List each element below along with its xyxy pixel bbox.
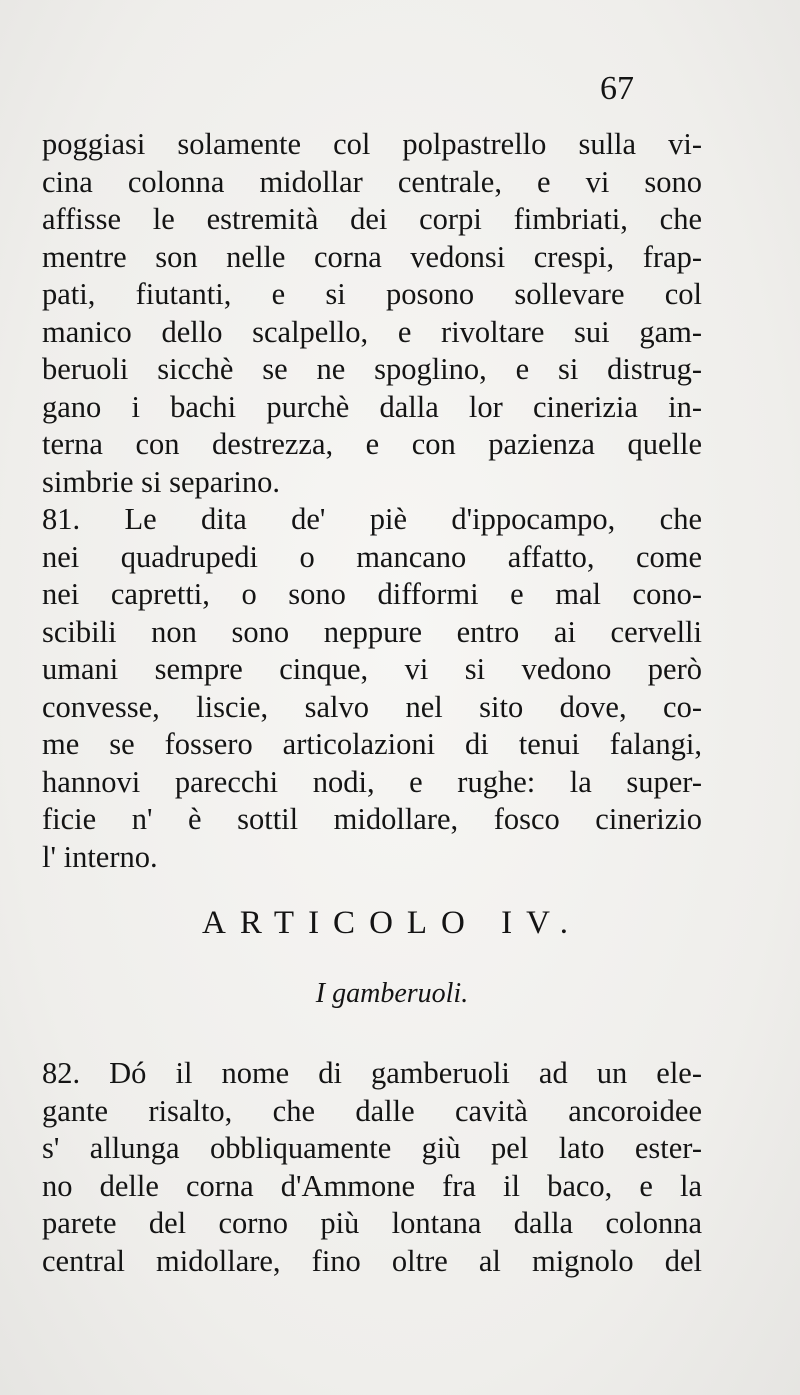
text-line: l' interno. xyxy=(42,839,158,874)
text-line: central midollare, fino oltre al mignolo del xyxy=(42,1243,702,1278)
text-line: cina colonna midollar centrale, e vi sono xyxy=(42,164,702,199)
paragraph-81 xyxy=(42,501,702,876)
text-line: terna con destrezza, e con pazienza quelle xyxy=(42,427,702,461)
text-line: gano i bachi purchè dalla lor cinerizia in- xyxy=(42,389,702,424)
text-line: convesse, liscie, salvo nel sito dove, co- xyxy=(42,689,702,724)
text-line: gante risalto, che dalle cavità ancoroidee xyxy=(42,1093,702,1128)
text-line: poggiasi solamente col polpastrello sulla vi- xyxy=(42,127,702,161)
section-heading: ARTICOLO IV. xyxy=(202,905,582,941)
paragraph-continuation xyxy=(42,126,702,501)
text-line: 82. Dó il nome di gamberuoli ad un ele- xyxy=(42,1056,702,1090)
page-number: 67 xyxy=(600,70,634,107)
text-block-top xyxy=(42,76,702,876)
text-line: me se fossero articolazioni di tenui falangi, xyxy=(42,727,702,761)
text-block-bottom xyxy=(42,1055,702,1280)
text-line: no delle corna d'Ammone fra il baco, e la xyxy=(42,1168,702,1203)
text-line: manico dello scalpello, e rivoltare sui gam- xyxy=(42,314,702,349)
text-line: ficie n' è sottil midollare, fosco cinerizio xyxy=(42,802,702,836)
text-line: scibili non sono neppure entro ai cervelli xyxy=(42,614,702,649)
text-line: simbrie si separino. xyxy=(42,464,281,499)
text-line: beruoli sicchè se ne spoglino, e si distrug- xyxy=(42,352,702,386)
text-line: parete del corno più lontana dalla colonna xyxy=(42,1206,702,1240)
text-line: umani sempre cinque, vi si vedono però xyxy=(42,652,702,686)
text-line: hannovi parecchi nodi, e rughe: la super- xyxy=(42,764,702,799)
text-line: mentre son nelle corna vedonsi crespi, frap- xyxy=(42,239,702,274)
text-line: s' allunga obbliquamente giù pel lato ester- xyxy=(42,1131,702,1165)
section-subheading: I gamberuoli. xyxy=(315,978,469,1009)
text-line: affisse le estremità dei corpi fimbriati, che xyxy=(42,202,702,236)
text-line: pati, fiutanti, e si posono sollevare col xyxy=(42,277,702,311)
top-spacer xyxy=(42,76,702,126)
text-line: nei capretti, o sono difformi e mal cono- xyxy=(42,577,702,611)
text-line: nei quadrupedi o mancano affatto, come xyxy=(42,539,702,574)
text-line: 81. Le dita de' piè d'ippocampo, che xyxy=(42,502,702,536)
paragraph-82 xyxy=(42,1055,702,1280)
